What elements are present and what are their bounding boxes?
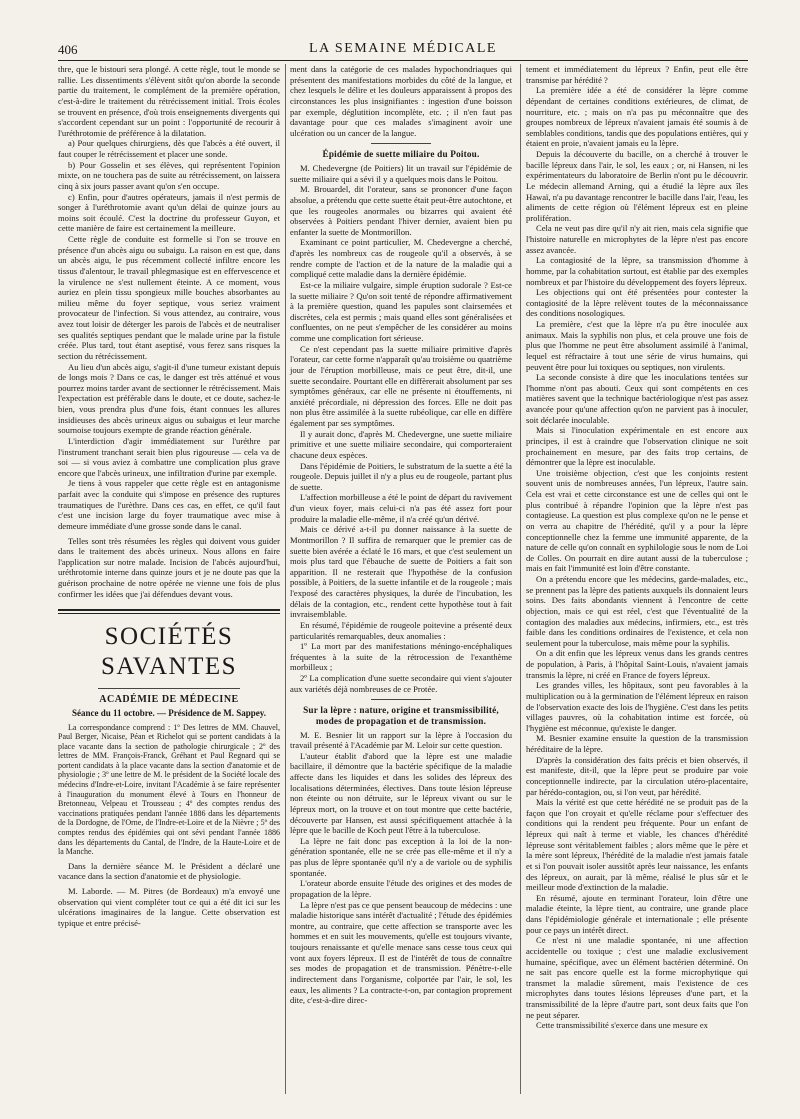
paragraph: c) Enfin, pour d'autres opérateurs, jamais il n'est permis de songer à l'uréthrotomie avant qu'un délai de quinze jours au moins soit écoulé. C'est la doctrine du professeur Guyon, et cette manière de faire est certainement la meilleure. xyxy=(58,191,280,234)
title-underline xyxy=(98,688,240,689)
column-rule-2 xyxy=(520,64,521,1094)
paragraph: Une troisième objection, c'est que les conjoints restent souvent unis de nombreuses années, l'un lépreux, l'autre sain. Cela est vrai et cette circonstance est une de celles qui ont le plus contribué à répandre l'opinion que la lèpre n'est pas contagieuse. La question est plus complexe qu'on ne le pense et on verra au chapitre de l'hérédité, qu'il y a pour la lèpre conceptionnelle chez la femme une immunité apparente, de la nature de celle qu'on connaît en syphilologie sous le nom de Loi de Colles. On pourrait en dire autant aussi de la tuberculose ; mais en fait l'immunité est loin d'être constante. xyxy=(526,467,748,574)
paragraph: L'interdiction d'agir immédiatement sur l'uréthre par l'instrument tranchant serait bien plus rigoureuse — cela va de soi — si vous aviez à combattre une complication plus grave encore que l'abcès urineux, une infiltration d'urine par exemple. xyxy=(58,435,280,478)
paragraph: Mais si l'inoculation expérimentale en est encore aux principes, il est à craindre que l'observation clinique ne soit prochainement en mesure, par des faits trop certains, de démontrer que la lèpre est inoculable. xyxy=(526,425,748,468)
paragraph: Est-ce la miliaire vulgaire, simple éruption sudorale ? Est-ce la suette miliaire ? Qu'on soit tenté de répondre affirmativement à la première question, quand les papules sont clairsemées et discrètes, cela est permis ; mais quand elles sont généralisées et confluentes, on ne peut s'empêcher de les considérer au moins comme une complication fort sérieuse. xyxy=(290,279,512,343)
paragraph: L'orateur aborde ensuite l'étude des origines et des modes de propagation de la lèpre. xyxy=(290,878,512,899)
paragraph: M. Chedevergne (de Poitiers) lit un travail sur l'épidémie de suette miliaire qui a sévi il y a quelques mois dans le Poitou. xyxy=(290,163,512,184)
paragraph: On a prétendu encore que les médecins, garde-malades, etc., se prennent pas la lèpre des patients auxquels ils donnaient leurs soins. Des faits abondants viennent à l'encontre de cette objection, mais ce qui est réel, c'est que l'éventualité de la contagion des maladies aux médecins, infirmiers, etc., est très faible dans les conditions ordinaires de l'existence, et cela non seulement pour la tuberculose, mais même pour la syphilis. xyxy=(526,574,748,648)
paragraph: Ce n'est cependant pas la suette miliaire primitive d'après l'orateur, car cette forme n'apparaît qu'au troisième ou quatrième jour de l'éruption morbilleuse, mais ce peut être, dit-il, une suette secondaire. Pourtant elle en diffèrerait absolument par ses symptômes généraux, car elle ne présente ni étouffements, ni anxiété précordiale, ni dépression des forces. Elle ne doit pas non plus être assimilée à la suette rubéolique, car elle en diffère également par ses symptômes. xyxy=(290,343,512,428)
running-header xyxy=(58,40,748,61)
page-number: 406 xyxy=(58,42,78,57)
paragraph: En résumé, l'épidémie de rougeole poitevine a présenté deux particularités remarquables, deux anomalies : xyxy=(290,619,512,641)
paragraph: Examinant ce point particulier, M. Chedevergne a cherché, d'après les nombreux cas de rougeole qu'il a observés, à se rendre compte de l'action et de la nature de la maladie qui a compliqué cette maladie dans la dernière épidémie. xyxy=(290,237,512,280)
paragraph: Telles sont très résumées les règles qui doivent vous guider dans le traitement des abcès urineux. Nous allons en faire l'application sur notre malade. Incision de l'abcès aujourd'hui, uréthrotomie interne dans quinze jours et je ne doute pas que la guérison prochaine de notre opérée ne vienne une fois de plus confirmer les idées que j'ai défendues devant vous. xyxy=(58,535,280,599)
paragraph: Cette transmissibilité s'exerce dans une mesure ex xyxy=(536,1020,708,1031)
paragraph: Cette règle de conduite est formelle si l'on se trouve en présence d'un abcès aigu ou subaigu. La raison en est que, dans un abcès aigu, le pus récemment collecté infiltre encore les tissus d'alentour, le travail phlegmasique est en effervescence et la virulence ne s'est nullement éteinte. A ce moment, vous auriez en plein tissu spongieux mille bouches absorbantes au milieu même du foyer septique, vous seriez vraiment provocateur de l'infection. Si vous attendez, au contraire, vous avez tout loisir de déterger les parois de l'abcès et de neutraliser ses qualités septiques pendant que le malade urine par la fistule créée. Plus tard, tout étant aseptisé, vous ferez sans risques la section du rétrécissement. xyxy=(58,234,280,361)
paragraph: ment dans la catégorie de ces malades hypochondriaques qui présentent des manifestations morbides du côté de la langue, et chez lesquels le délire et les douleurs apparaissent à propos des circonstances les plus insignifiantes : ingestion d'une boisson par exemple, déglutition incomplète, etc. ; il n'en faut pas davantage pour que ces malades s'imaginent avoir une ulcération ou un cancer de la langue. xyxy=(290,64,512,138)
column-rule-1 xyxy=(285,64,286,1094)
column-2 xyxy=(290,64,512,1006)
paragraph: Mais ce dérivé a-t-il pu donner naissance à la suette de Montmorillon ? Il suffira de remarquer que le premier cas de suette bien avérée a éclaté le 16 mars, et que c'est seulement un mois plus tard que l'ébauche de suette de Poitiers a fait son apparition. Il ne resterait que l'hypothèse de la confusion possible, à Poitiers, de la suette infantile et de la rougeole ; mais l'exposé des caractères physiques, la durée de l'incubation, les délais de la contagion, etc., rendent cette hypothèse tout à fait invraisemblable. xyxy=(290,524,512,620)
paragraph: La lèpre n'est pas ce que pensent beaucoup de médecins : une maladie historique sans intérêt d'actualité ; l'étude des épidémies montre, au contraire, que cette affection se transporte avec les hommes et en suit les mouvements, qu'elle est toujours vivante, toujours renaissante et qu'elle menace sans cesse tous ceux qui vont aux foyers lépreux. Il est de l'intérêt de tous de connaître ses modes de propagation et de transmission. Pénètre-t-elle indirectement dans l'organisme, colportée par l'air, le sol, les eaux, les aliments ? La contracte-t-on, par contagion proprement dite, c'est-à-dire direc- xyxy=(290,899,512,1006)
paragraph: D'après la considération des faits précis et bien observés, il est manifeste, dit-il, que la lèpre peut se produire par voie conceptionnelle indirecte, par la circulation utéro-placentaire, par hérédo-contagion, ou, si l'on veut, par hérédité. xyxy=(526,754,748,797)
paragraph: thre, que le bistouri sera plongé. A cette règle, tout le monde se rallie. Les dissentiments s'élèvent sitôt qu'on aborde la seconde partie du traitement, le complément de la première opération, c'est-à-dire le traitement du rétrécissement initial. Trois écoles se trouvent en présence, d'où trois enseignements divergents qui s'accordent cependant sur un point : l'opportunité de recourir à l'uréthrotomie de préférence à la dilatation. xyxy=(58,64,280,138)
column-3 xyxy=(526,64,748,1031)
paragraph: En résumé, ajoute en terminant l'orateur, loin d'être une maladie éteinte, la lèpre tient, au contraire, une grande place dans l'épidémiologie générale et internationale ; elle présente pour ce pays un intérêt direct. xyxy=(526,892,748,935)
section-divider xyxy=(58,609,280,614)
paragraph: M. Brouardel, dit l'orateur, sans se prononcer d'une façon absolue, a prétendu que cette suette était peut-être autochtone, et que les rougeoles anormales ou bizarres qui avaient été observées à Poitiers pendant l'hiver dernier, avaient bien pu enfanter la suette de Montmorillon. xyxy=(290,184,512,237)
paragraph: Dans l'épidémie de Poitiers, le substratum de la suette a été la rougeole. Depuis juillet il n'y a plus eu de rougeole, partant plus de suette. xyxy=(290,460,512,492)
paragraph: Les objections qui ont été présentées pour contester la contagiosité de la lèpre relèvent toutes de la méconnaissance des conditions nosologiques. xyxy=(526,287,748,319)
paragraph: L'auteur établit d'abord que la lèpre est une maladie bacillaire, il démontre que la bactérie spécifique de la maladie affecte dans les liquides et dans les solides des lépreux des localisations déterminées, électives. Dans toute lésion lépreuse non éteinte ou non détruite, sur le lépreux vivant ou sur le lépreux mort, on la trouve et on tout montre que cette bactérie, découverte par Hansen, est aussi spécifiquement attachée à la lèpre que le bacille de Koch peut l'être à la tuberculose. xyxy=(290,750,512,836)
paragraph: Cela ne veut pas dire qu'il n'y ait rien, mais cela signifie que l'histoire naturelle en microphytes de la lèpre n'est pas encore assez avancée. xyxy=(526,223,748,255)
paragraph: La première, c'est que la lèpre n'a pu être inoculée aux animaux. Mais la syphilis non plus, et cela prouve une fois de plus que l'homme ne peut être absolument assimilé à l'animal, lequel est réfractaire à tout une série de virus humains, qui peuvent être pour lui toxiques ou septiques, non virulents. xyxy=(526,319,748,372)
paragraph: M. Laborde. — M. Pitres (de Bordeaux) m'a envoyé une observation qui vient compléter tout ce qui a été dit ici sur les ulcérations imaginaires de la langue. Cette observation est typique et entre précisé- xyxy=(58,886,280,928)
subheading-lepre: Sur la lèpre : nature, origine et transmissibilité, modes de propagation et de transmission. xyxy=(303,705,499,726)
academy-heading: ACADÉMIE DE MÉDECINE xyxy=(99,694,239,706)
paragraph: a) Pour quelques chirurgiens, dès que l'abcès a été ouvert, il faut couper le rétrécissement et placer une sonde. xyxy=(58,138,280,159)
paragraph: On a dit enfin que les lépreux venus dans les grands centres de population, à Paris, à l'hôpital Saint-Louis, n'avaient jamais transmis la lèpre, ni créé en France de foyers lépreux. xyxy=(526,648,748,680)
paragraph: M. Besnier examine ensuite la question de la transmission héréditaire de la lèpre. xyxy=(526,733,748,754)
section-title: SOCIÉTÉS SAVANTES xyxy=(100,623,238,681)
separator xyxy=(371,143,431,144)
paragraph: tement et immédiatement du lépreux ? Enfin, peut elle être transmise par hérédité ? xyxy=(526,64,748,85)
paragraph: Je tiens à vous rappeler que cette règle est en antagonisme parfait avec la conduite qui s'impose en présence des ruptures traumatiques de l'urèthre. Dans ces cas, en effet, ce qu'il faut c'est une incision large du foyer traumatique avec mise à demeure immédiate d'une grosse sonde dans le canal. xyxy=(58,478,280,531)
paragraph: Au lieu d'un abcès aigu, s'agit-il d'une tumeur existant depuis de longs mois ? Dans ce cas, le danger est très atténué et vous pourrez moins tarder avant de sectionner le rétrécissement. Mais l'expectation est préférable dans le doute, et ce doute, sachez-le bien, vous prendra plus d'une fois, étant connues les allures insidieuses des abcès urineux aigus ou subaigus et leur marche sournoise toujours exempte de grande réaction générale. xyxy=(58,361,280,436)
paragraph: 1º La mort par des manifestations méningo-encéphaliques fréquentes à la suite de la rétrocession de l'exanthème morbilleux ; xyxy=(290,641,512,673)
paragraph: b) Pour Gosselin et ses élèves, qui représentent l'opinion mixte, on ne touchera pas de suite au rétrécissement, on laissera cinq à six jours passer avant qu'on s'en occupe. xyxy=(58,159,280,191)
separator xyxy=(371,699,431,700)
paragraph: Depuis la découverte du bacille, on a cherché à trouver le bacille lépreux dans l'air, le sol, les eaux ; or, ni Hansen, ni les expérimentateurs du laboratoire de Berlin n'ont pu le découvrir. Le médecin allemand Arning, qui a étudié la lèpre aux îles Hawaï, n'a pu davantage rencontrer le bacille dans l'air, l'eau, les aliments de cette région où l'élément lépreux est en pleine prolifération. xyxy=(526,149,748,223)
paragraph: La lèpre ne fait donc pas exception à la loi de la non-génération spontanée, elle ne se crée pas elle-même et il n'y a pas plus de lèpre spontanée qu'il n'y a de variole ou de syphilis spontanée. xyxy=(290,835,512,878)
paragraph: Dans la dernière séance M. le Président a déclaré une vacance dans la section d'anatomie et de physiologie. xyxy=(58,860,280,882)
session-line: Séance du 11 octobre. — Présidence de M. Sappey. xyxy=(71,707,267,718)
correspondence-paragraph: La correspondance comprend : 1º Des lettres de MM. Chauvel, Paul Berger, Nicaise, Péan et Richelot qui se portent candidats à la place vacante dans la section de pathologie chirurgicale ; 2º des lettres de MM. François-Franck, Gréhant et Paul Regnard qui se portent candidats à la place vacante dans la section d'anatomie et de physiologie ; 3º une lettre de M. le président de la Société locale des médecins d'Indre-et-Loire, invitant l'Académie à se faire représenter à l'inauguration du monument élevé à Tours en l'honneur de Bretonneau, Velpeau et Trousseau ; 4º des comptes rendus des vaccinations pratiquées pendant l'année 1886 dans les départements de la Dordogne, de l'Orne, de l'Indre-et-Loire et de la Nièvre ; 5º des comptes rendus des épidémies qui ont sévi pendant l'année 1886 dans les départements du Cantal, de l'Indre, de la Haute-Loire et de la Manche. xyxy=(58,722,280,857)
paragraph: Ce n'est ni une maladie spontanée, ni une affection accidentelle ou toxique ; c'est une maladie exclusivement humaine, spécifique, avec un élément bactérien déterminé. On ne sait pas encore quelle est la forme microphytique qui transmet la maladie sûrement, mais l'existence de ces microphytes dans toutes lésions lépreuses d'une part, et la transmissibilité de la lèpre d'autre part, sont deux faits que l'on ne peut séparer. xyxy=(526,935,748,1020)
paragraph: Il y aurait donc, d'après M. Chedevergne, une suette miliaire primitive et une suette miliaire secondaire, qui comporteraient chacune deux espèces. xyxy=(290,428,512,460)
column-1 xyxy=(58,64,280,929)
paragraph: Mais la vérité est que cette hérédité ne se produit pas de la façon que l'on croyait et qu'elle réclame pour s'effectuer des conditions qui la rendent peu fréquente. Pour un enfant de lépreux qui naît à terme et viable, les chances d'hérédité lépreuse sont véritablement faibles ; alors même que le père et la mère sont lépreux, l'hérédité de la maladie n'est jamais fatale et si l'on pouvait isoler aussitôt après leur naissance, les enfants des lépreux, on aurait, par là même, réalisé le plus sûr et le meilleur mode d'extinction de la maladie. xyxy=(526,797,748,893)
subheading-suette: Épidémie de suette miliaire du Poitou. xyxy=(322,149,480,160)
paragraph: Les grandes villes, les hôpitaux, sont peu favorables à la multiplication ou à la germination de l'élément lépreux en raison de l'observation exacte des lois de l'hygiène. C'est dans les petits villages pauvres, où la cohabitation intime est forcée, où l'hygiène est méconnue, qu'existe le danger. xyxy=(526,680,748,733)
paragraph: M. E. Besnier lit un rapport sur la lèpre à l'occasion du travail présenté à l'Académie par M. Leloir sur cette question. xyxy=(290,729,512,751)
paragraph: 2º La complication d'une suette secondaire qui vient s'ajouter aux variétés déjà nombreuses de ce Protée. xyxy=(290,673,512,694)
paragraph: La seconde consiste à dire que les inoculations tentées sur l'homme n'ont pas abouti. Ceux qui sont compétents en ces matières savent que la technique bactériologique n'est pas assez avancée pour qu'une affection qu'on ne parvient pas à inoculer, soit déclarée inoculable. xyxy=(526,372,748,425)
paragraph: La première idée a été de considérer la lèpre comme dépendant de certaines conditions extérieures, de climat, de nourriture, etc. ; mais on n'a pas pu méconnaître que des groupes nombreux de lépreux n'avaient jamais été soumis à de semblables conditions, tandis que des populations entières, qui y étaient en proie, n'avaient jamais eu la lèpre. xyxy=(526,85,748,149)
journal-title: LA SEMAINE MÉDICALE xyxy=(309,41,497,56)
paragraph: L'affection morbilleuse a été le point de départ du ravivement d'un vieux foyer, mais celui-ci n'a pas été assez fort pour produire la maladie elle-même, il n'a créé qu'un dérivé. xyxy=(290,492,512,524)
paragraph: La contagiosité de la lèpre, sa transmission d'homme à homme, par la cohabitation surtout, est établie par des exemples nombreux et par l'histoire du développement des foyers lépreux. xyxy=(526,255,748,287)
